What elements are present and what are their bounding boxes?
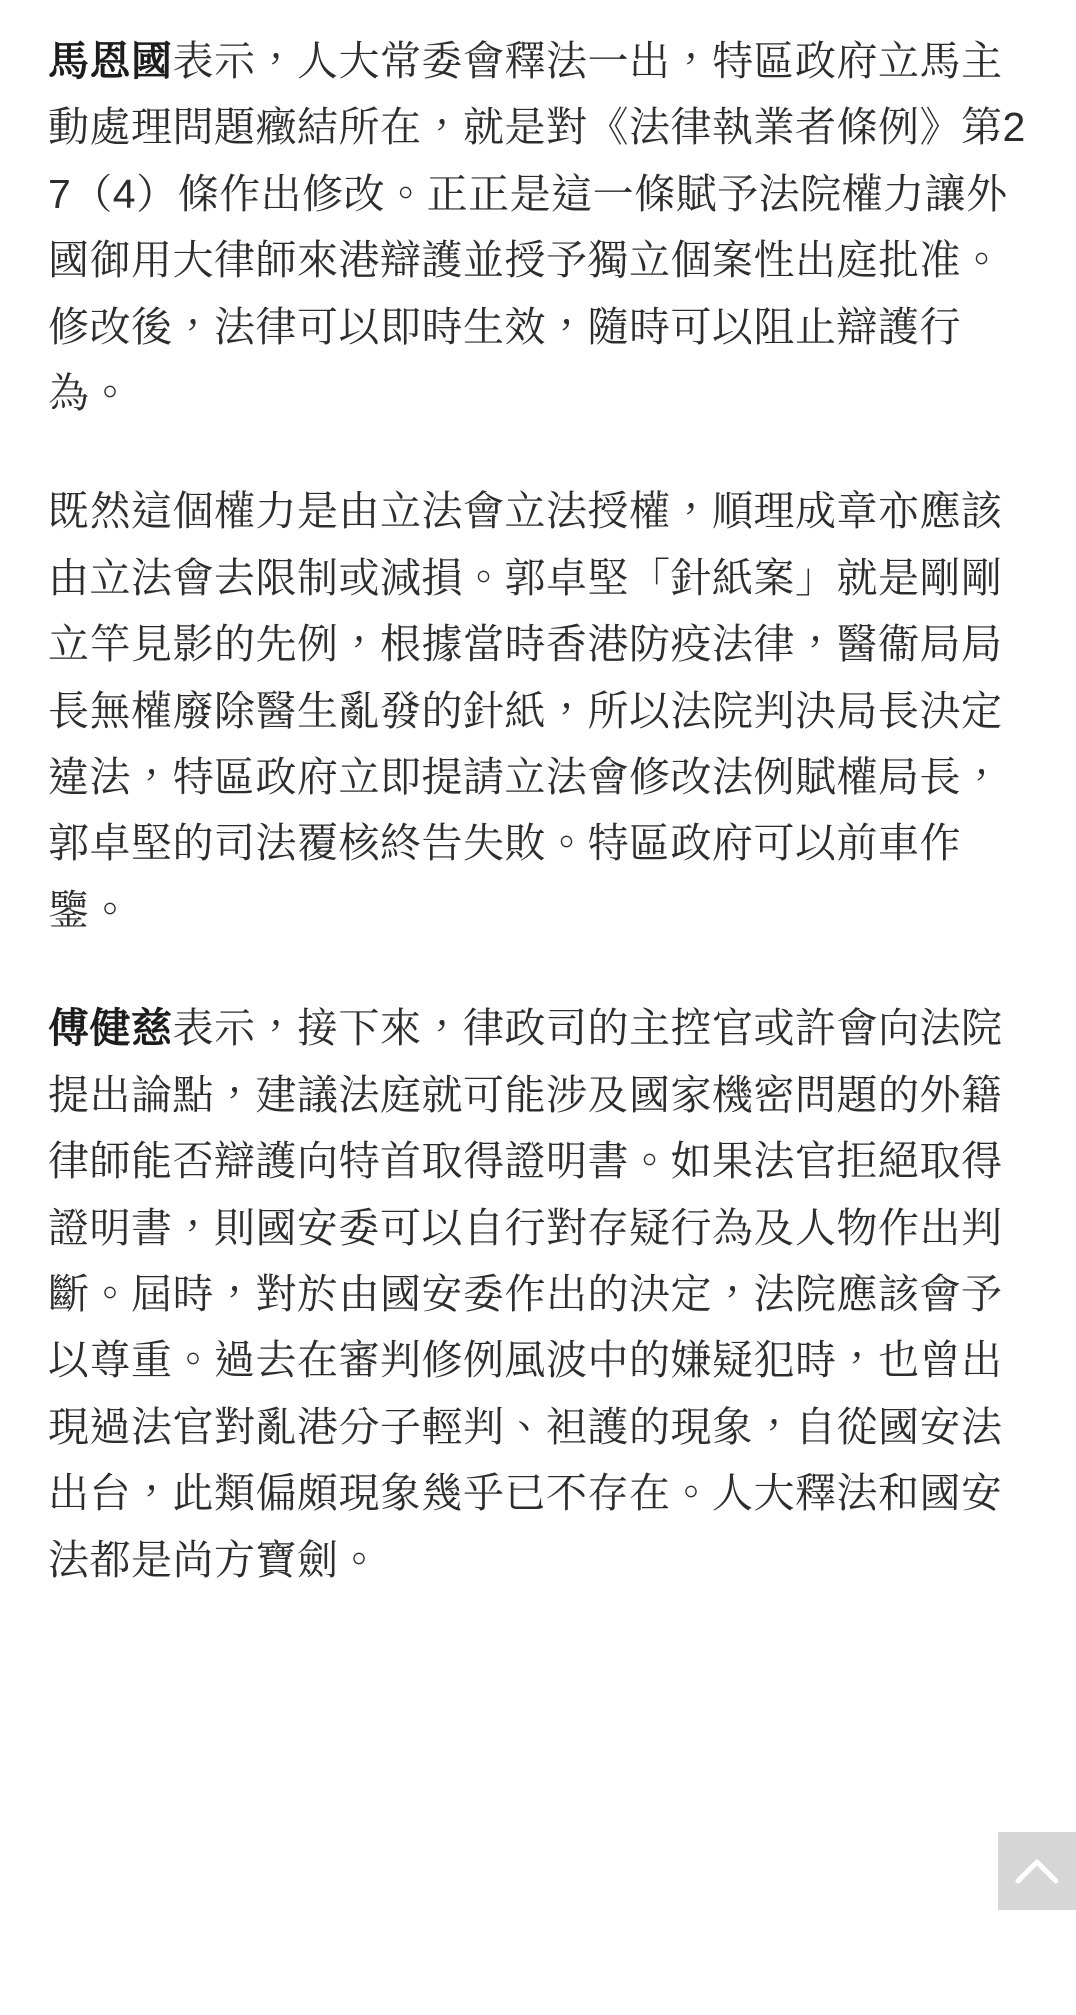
paragraph-1 bbox=[48, 28, 1028, 426]
paragraph-2-text: 既然這個權力是由立法會立法授權，順理成章亦應該由立法會去限制或減損。郭卓堅「針紙案」就是剛剛立竿見影的先例，根據當時香港防疫法律，醫衞局局長無權廢除醫生亂發的針紙，所以法院判決局長決定違法，特區政府立即提請立法會修改法例賦權局長，郭卓堅的司法覆核終告失敗。特區政府可以前車作鑒。 bbox=[48, 488, 1003, 933]
paragraph-2 bbox=[48, 478, 1028, 943]
chevron-up-icon bbox=[1014, 1855, 1060, 1887]
back-to-top-button[interactable] bbox=[998, 1832, 1076, 1910]
paragraph-3-text: 表示，接下來，律政司的主控官或許會向法院提出論點，建議法庭就可能涉及國家機密問題的外籍律師能否辯護向特首取得證明書。如果法官拒絕取得證明書，則國安委可以自行對存疑行為及人物作出判斷。屆時，對於由國安委作出的決定，法院應該會予以尊重。過去在審判修例風波中的嫌疑犯時，也曾出現過法官對亂港分子輕判、袒護的現象，自從國安法出台，此類偏頗現象幾乎已不存在。人大釋法和國安法都是尚方寶劍。 bbox=[48, 1005, 1003, 1583]
paragraph-3-lead: 傅健慈 bbox=[48, 1005, 173, 1052]
paragraph-1-text: 表示，人大常委會釋法一出，特區政府立馬主動處理問題癥結所在，就是對《法律執業者條例》第27（4）條作出修改。正正是這一條賦予法院權力讓外國御用大律師來港辯護並授予獨立個案性出庭批准。修改後，法律可以即時生效，隨時可以阻止辯護行為。 bbox=[48, 38, 1026, 417]
paragraph-1-lead: 馬恩國 bbox=[48, 38, 173, 84]
paragraph-3 bbox=[48, 995, 1028, 1593]
